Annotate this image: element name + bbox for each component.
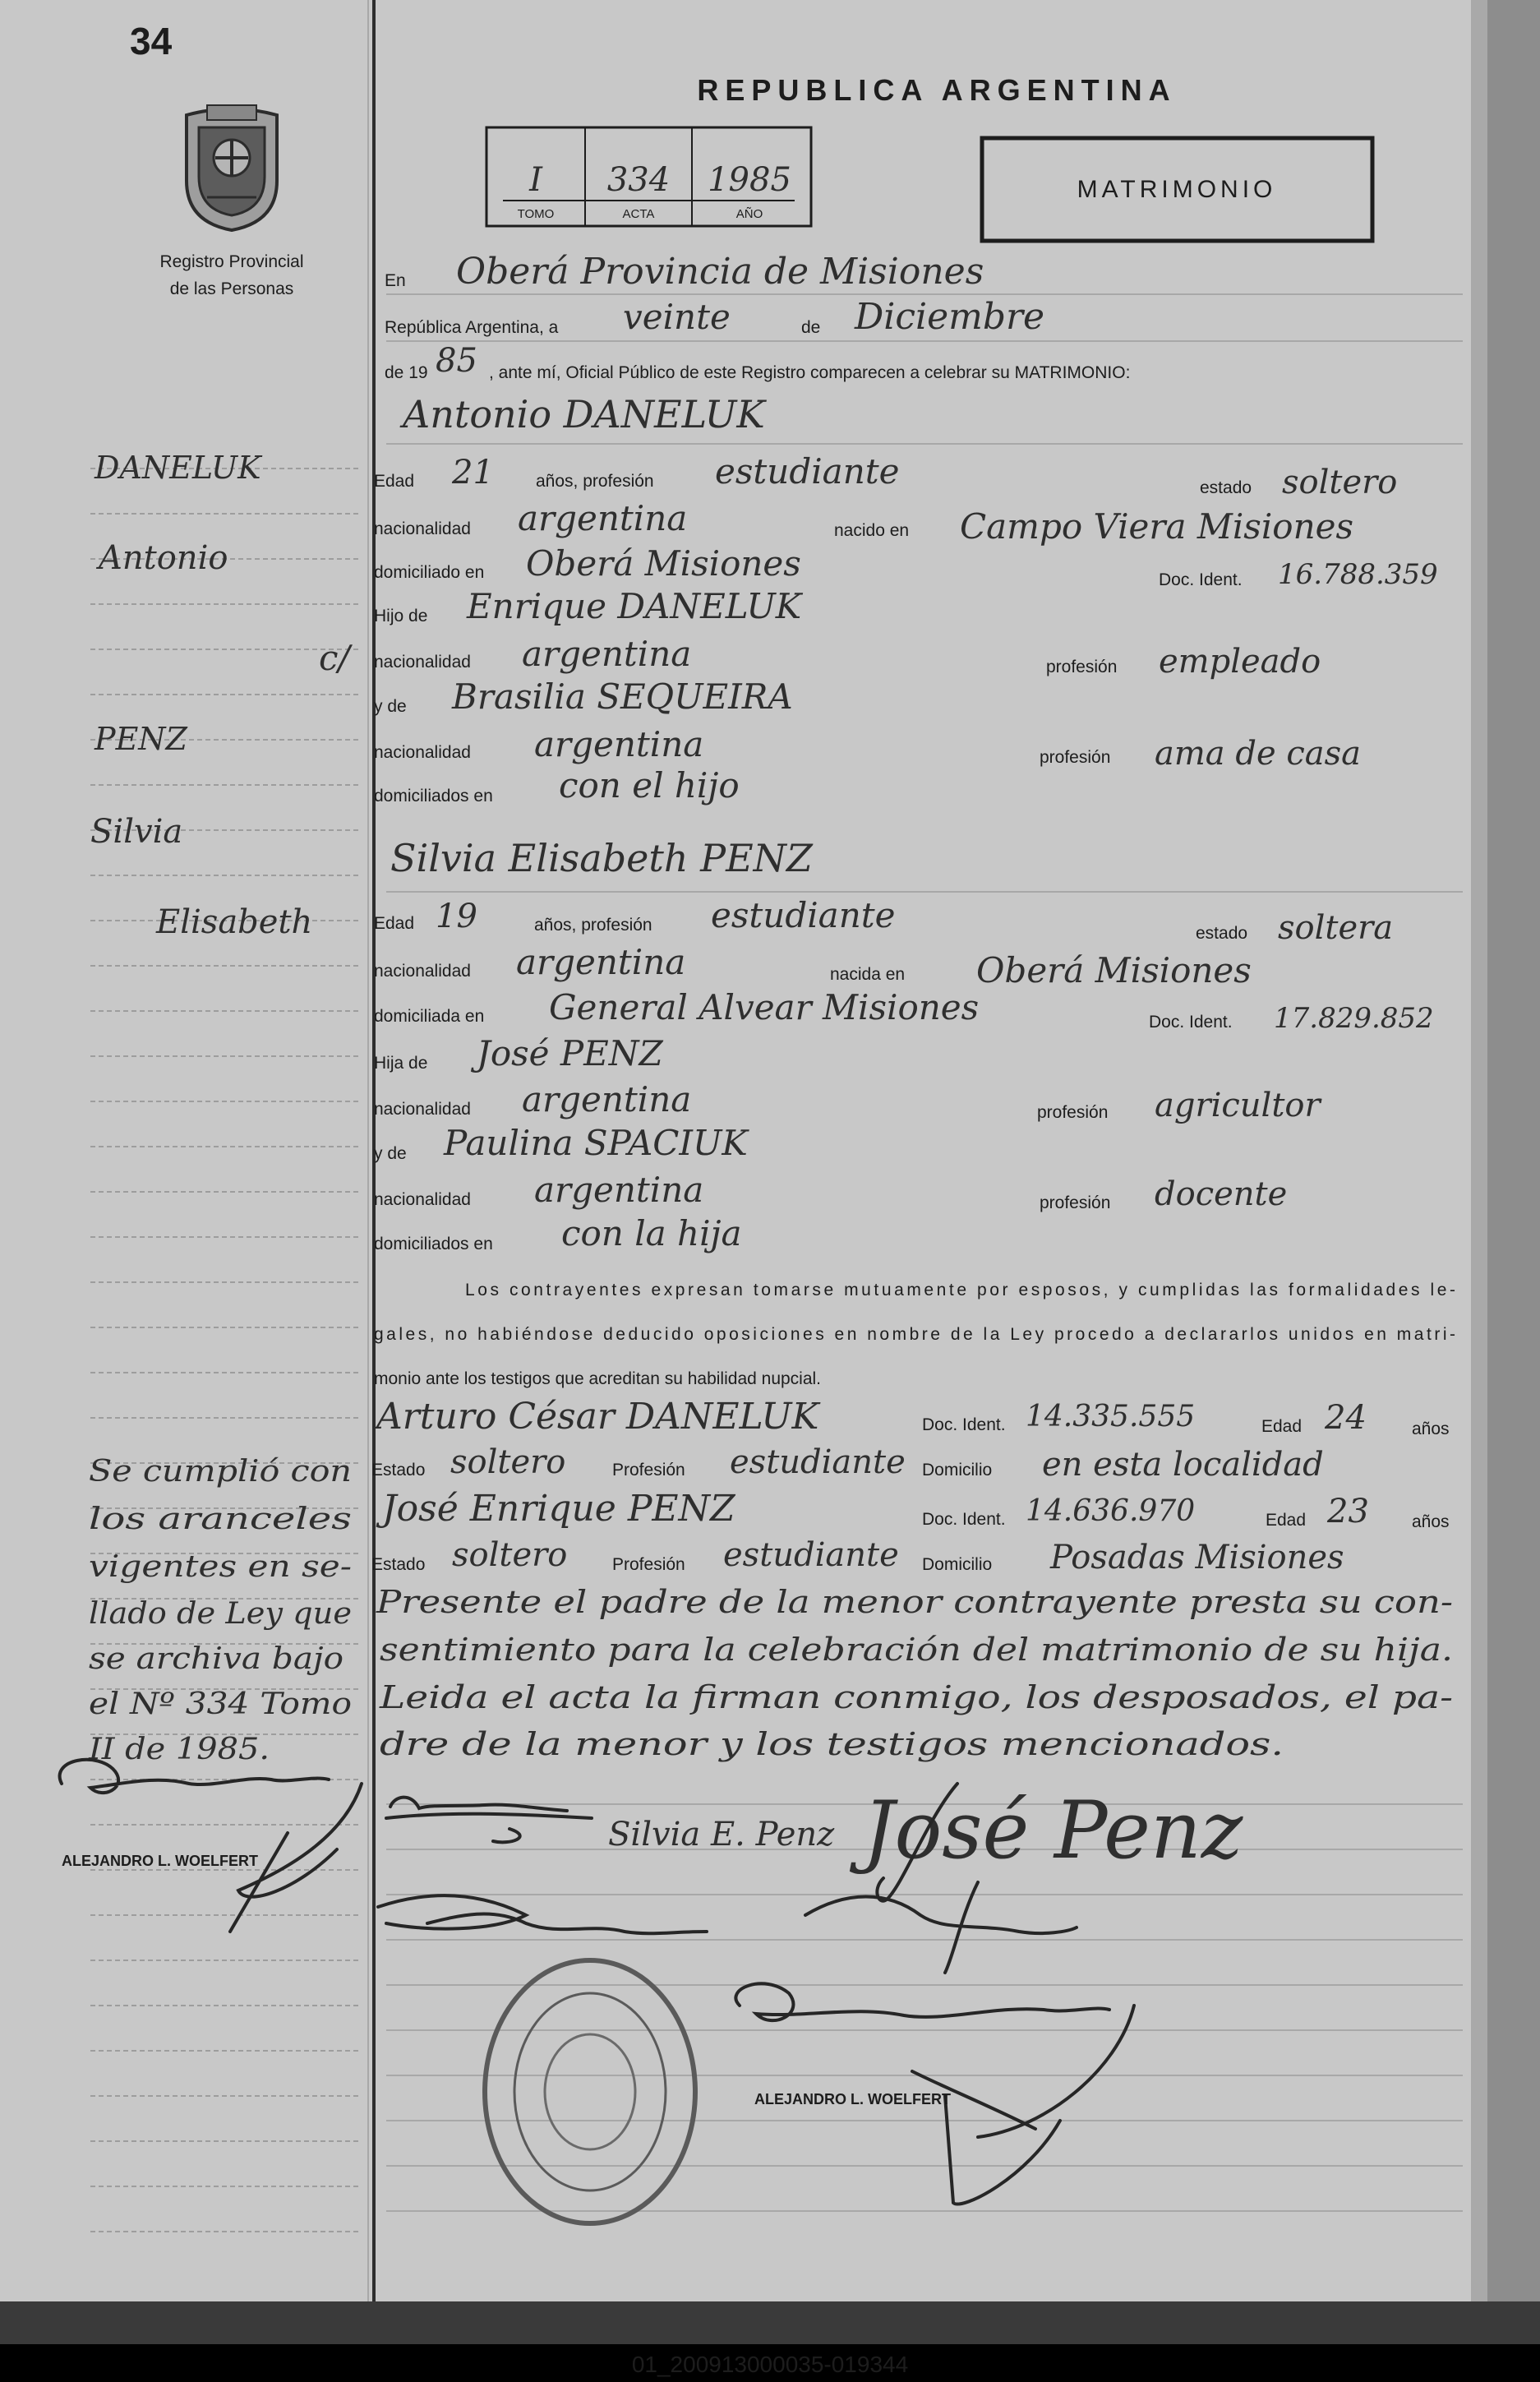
year-suffix: 85: [436, 342, 477, 380]
legal-text-line-1: Los contrayentes expresan tomarse mutuamente por esposos, y cumplidas las formalidades le-: [465, 1281, 1456, 1299]
acta-value: 334: [606, 161, 671, 199]
bride-anos-profesion-label: años, profesión: [534, 916, 652, 935]
witness-2-anos-label: años: [1412, 1512, 1450, 1531]
witness-2-edad-label: Edad: [1266, 1511, 1307, 1530]
witness-1-doc-label: Doc. Ident.: [922, 1415, 1006, 1434]
de-label: de: [801, 318, 821, 337]
groom-nacido: Campo Viera Misiones: [960, 506, 1354, 547]
witness-1-estado-label: Estado: [371, 1461, 426, 1480]
witness-1-edad: 24: [1325, 1399, 1367, 1437]
bride-nacida-label: nacida en: [830, 965, 906, 984]
tomo-value: I: [529, 161, 542, 199]
groom-nacionalidad-label: nacionalidad: [374, 519, 471, 538]
bride-padre-profesion-label: profesión: [1037, 1103, 1109, 1122]
ano-label: AÑO: [735, 207, 763, 221]
margin-stamp-text: ALEJANDRO L. WOELFERT: [62, 1853, 258, 1869]
bride-y-de-label: y de: [374, 1144, 407, 1163]
bride-madre-profesion: docente: [1155, 1175, 1288, 1213]
page-number: 34: [130, 20, 173, 62]
groom-padres-domicilio: con el hijo: [559, 765, 740, 806]
groom-edad-label: Edad: [374, 472, 415, 491]
groom-edad: 21: [452, 454, 494, 492]
day-value: veinte: [623, 297, 731, 337]
margin-name-1: DANELUK: [95, 450, 261, 486]
groom-estado-label: estado: [1200, 478, 1252, 497]
witness-1-domicilio: en esta localidad: [1042, 1446, 1324, 1484]
witness-1-profesion: estudiante: [730, 1443, 906, 1481]
witness-1-doc: 14.335.555: [1026, 1400, 1196, 1433]
month-value: Diciembre: [855, 296, 1045, 338]
bride-domiciliados-label: domiciliados en: [374, 1235, 493, 1253]
witness-2-profesion-label: Profesión: [612, 1555, 685, 1574]
witness-2-doc-label: Doc. Ident.: [922, 1510, 1006, 1529]
bride-nacionalidad-label: nacionalidad: [374, 962, 471, 981]
groom-domicilio: Oberá Misiones: [526, 543, 801, 584]
bride-madre-nacionalidad: argentina: [534, 1170, 704, 1210]
witness-2-domicilio: Posadas Misiones: [1050, 1539, 1344, 1576]
groom-padre-profesion-label: profesión: [1046, 658, 1118, 676]
groom-nacido-label: nacido en: [834, 521, 910, 540]
witness-2-estado-label: Estado: [371, 1555, 426, 1574]
groom-padre-profesion: empleado: [1159, 643, 1321, 681]
groom-estado: soltero: [1282, 464, 1398, 501]
witness-1-edad-label: Edad: [1261, 1417, 1303, 1436]
witness-2-name: José Enrique PENZ: [382, 1488, 735, 1530]
country-title: REPUBLICA ARGENTINA: [697, 73, 1177, 107]
year-prefix: de 19: [385, 363, 428, 382]
groom-domiciliado-label: domiciliado en: [374, 563, 485, 582]
groom-madre-nacionalidad-label: nacionalidad: [374, 743, 471, 762]
groom-nacionalidad: argentina: [518, 498, 688, 538]
coat-of-arms-icon: [187, 105, 277, 230]
margin-note-line-3: vigentes en se-: [89, 1550, 352, 1584]
margin-note-line-2: los aranceles: [89, 1503, 352, 1536]
bride-estado-label: estado: [1196, 924, 1248, 943]
bride-domiciliada-label: domiciliada en: [374, 1007, 485, 1026]
bride-name: Silvia Elisabeth PENZ: [390, 836, 813, 880]
groom-padre-nacionalidad: argentina: [522, 634, 692, 674]
bride-signature: Silvia E. Penz: [608, 1816, 835, 1853]
intro-statement: , ante mí, Oficial Público de este Registro comparecen a celebrar su MATRIMONIO:: [489, 363, 1131, 382]
bride-edad: 19: [436, 898, 477, 935]
margin-note-line-7: II de 1985.: [87, 1733, 270, 1766]
officer-stamp-text: ALEJANDRO L. WOELFERT: [754, 2091, 951, 2107]
observation-line-4: dre de la menor y los testigos mencionados.: [380, 1726, 1284, 1762]
witness-2-doc: 14.636.970: [1026, 1494, 1196, 1528]
bride-padre: José PENZ: [477, 1033, 663, 1073]
margin-note-line-4: llado de Ley que: [89, 1597, 352, 1631]
groom-name: Antonio DANELUK: [403, 392, 765, 436]
groom-padre-nacionalidad-label: nacionalidad: [374, 653, 471, 672]
groom-doc: 16.788.359: [1278, 558, 1438, 591]
bride-doc-label: Doc. Ident.: [1149, 1013, 1233, 1032]
groom-anos-profesion-label: años, profesión: [536, 472, 654, 491]
bride-padre-profesion: agricultor: [1155, 1087, 1321, 1124]
groom-madre-nacionalidad: argentina: [534, 724, 704, 764]
bride-hija-label: Hija de: [374, 1054, 428, 1073]
bride-edad-label: Edad: [374, 914, 415, 933]
witness-1-domicilio-label: Domicilio: [922, 1461, 993, 1480]
witness-2-profesion: estudiante: [723, 1536, 899, 1574]
observation-line-3: Leida el acta la firman conmigo, los desposados, el pa-: [378, 1679, 1453, 1715]
witness-2-estado: soltero: [452, 1536, 568, 1574]
registry-line-1: Registro Provincial: [159, 252, 304, 271]
tomo-label: TOMO: [517, 207, 555, 221]
witness-1-profesion-label: Profesión: [612, 1461, 685, 1480]
en-label: En: [385, 271, 406, 290]
margin-name-6: Elisabeth: [156, 903, 313, 941]
record-type: MATRIMONIO: [1077, 176, 1277, 203]
groom-y-de-label: y de: [374, 697, 407, 716]
groom-hijo-label: Hijo de: [374, 607, 428, 626]
witness-2-domicilio-label: Domicilio: [922, 1555, 993, 1574]
acta-label: ACTA: [622, 207, 655, 221]
margin-name-5: Silvia: [90, 813, 183, 851]
witness-1-anos-label: años: [1412, 1420, 1450, 1438]
legal-text-line-3: monio ante los testigos que acreditan su habilidad nupcial.: [374, 1369, 822, 1388]
file-id: 01_200913000035-019344: [631, 2352, 909, 2377]
registry-line-2: de las Personas: [169, 279, 294, 298]
groom-madre-profesion-label: profesión: [1040, 748, 1111, 767]
margin-name-4: PENZ: [95, 721, 187, 757]
margin-note-line-6: el Nº 334 Tomo: [89, 1687, 352, 1721]
groom-madre: Brasilia SEQUEIRA: [452, 676, 793, 717]
bride-doc: 17.829.852: [1274, 1002, 1434, 1035]
bride-profesion: estudiante: [711, 895, 896, 935]
groom-padre: Enrique DANELUK: [467, 586, 802, 626]
bride-madre-nacionalidad-label: nacionalidad: [374, 1190, 471, 1209]
ano-value: 1985: [708, 161, 791, 199]
bride-estado: soltera: [1278, 909, 1394, 947]
bride-padres-domicilio: con la hija: [561, 1213, 742, 1253]
groom-madre-profesion: ama de casa: [1155, 735, 1361, 773]
place-value: Oberá Provincia de Misiones: [456, 251, 984, 293]
groom-profesion: estudiante: [715, 451, 900, 492]
groom-doc-label: Doc. Ident.: [1159, 570, 1243, 589]
father-signature: José Penz: [863, 1784, 1243, 1877]
bride-nacida: Oberá Misiones: [976, 950, 1252, 990]
witness-1-name: Arturo César DANELUK: [376, 1396, 819, 1438]
witness-2-edad: 23: [1327, 1493, 1369, 1530]
margin-name-2: Antonio: [99, 539, 228, 577]
margin-note-line-1: Se cumplió con: [89, 1455, 352, 1489]
groom-domiciliados-label: domiciliados en: [374, 787, 493, 806]
observation-line-1: Presente el padre de la menor contrayente presta su con-: [375, 1584, 1453, 1620]
legal-text-line-2: gales, no habiéndose deducido oposiciones en nombre de la Ley procedo a declararlos unidos en matri-: [374, 1325, 1456, 1344]
margin-name-3: c/: [319, 638, 350, 678]
bride-padre-nacionalidad-label: nacionalidad: [374, 1100, 471, 1119]
observation-line-2: sentimiento para la celebración del matrimonio de su hija.: [380, 1632, 1453, 1668]
witness-1-estado: soltero: [450, 1443, 566, 1481]
bride-nacionalidad: argentina: [516, 942, 686, 982]
margin-note-line-5: se archiva bajo: [89, 1642, 344, 1676]
bride-madre-profesion-label: profesión: [1040, 1193, 1111, 1212]
bride-domicilio: General Alvear Misiones: [549, 987, 980, 1027]
bride-madre: Paulina SPACIUK: [444, 1123, 748, 1163]
republica-label: República Argentina, a: [385, 318, 559, 337]
bride-padre-nacionalidad: argentina: [522, 1079, 692, 1119]
